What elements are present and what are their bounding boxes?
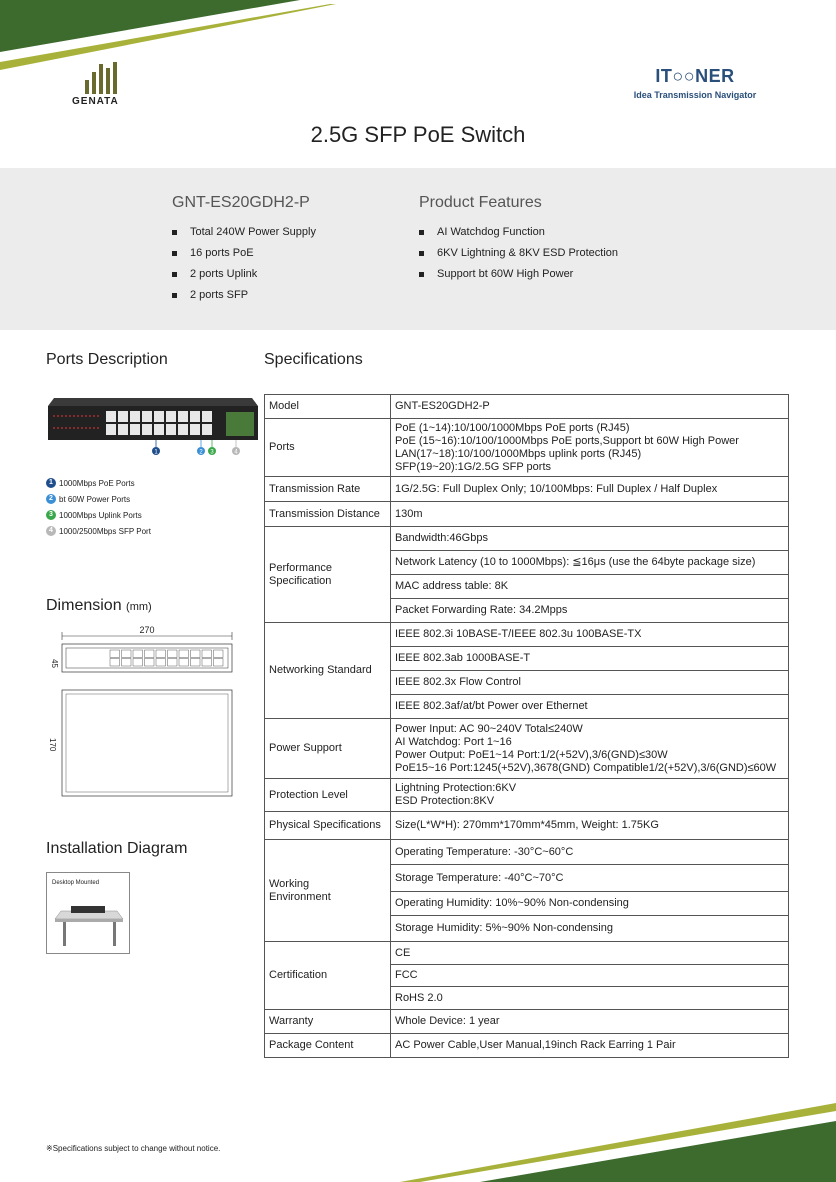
model-bullet-list bbox=[172, 222, 316, 306]
installation-heading: Installation Diagram bbox=[46, 840, 188, 857]
spec-value: GNT-ES20GDH2-P bbox=[391, 395, 789, 419]
rj45-port-icon bbox=[106, 424, 116, 435]
svg-text:3: 3 bbox=[210, 449, 214, 456]
status-led-icon bbox=[73, 415, 75, 417]
table-row bbox=[265, 779, 789, 812]
legend-item: 3 1000Mbps Uplink Ports bbox=[46, 507, 151, 523]
spec-label: Networking Standard bbox=[265, 623, 391, 719]
table-row bbox=[265, 477, 789, 502]
feature-bullet-list bbox=[419, 222, 618, 285]
spec-value: Packet Forwarding Rate: 34.2Mpps bbox=[391, 599, 789, 623]
installation-label: Desktop Mounted bbox=[52, 880, 100, 886]
rj45-port-icon bbox=[178, 411, 188, 422]
svg-text:4: 4 bbox=[234, 449, 238, 456]
svg-text:1: 1 bbox=[154, 449, 158, 456]
status-led-icon bbox=[97, 415, 99, 417]
spec-value: IEEE 802.3i 10BASE-T/IEEE 802.3u 100BASE-TX bbox=[391, 623, 789, 647]
table-row bbox=[265, 1034, 789, 1058]
rj45-port-icon bbox=[133, 650, 143, 658]
legend-item: 1 1000Mbps PoE Ports bbox=[46, 475, 151, 491]
status-led-icon bbox=[93, 415, 95, 417]
legend-item: 4 1000/2500Mbps SFP Port bbox=[46, 523, 151, 539]
status-led-icon bbox=[57, 415, 59, 417]
status-led-icon bbox=[53, 427, 55, 429]
spec-label: Model bbox=[265, 395, 391, 419]
rj45-port-icon bbox=[190, 411, 200, 422]
spec-label: Transmission Distance bbox=[265, 502, 391, 527]
status-led-icon bbox=[61, 415, 63, 417]
table-row bbox=[265, 942, 789, 965]
table-row bbox=[265, 395, 789, 419]
rj45-port-icon bbox=[202, 424, 212, 435]
list-item: Total 240W Power Supply bbox=[172, 222, 316, 243]
footnote: ※Specifications subject to change without notice. bbox=[46, 1144, 221, 1153]
rj45-port-icon bbox=[166, 424, 176, 435]
rj45-port-icon bbox=[133, 659, 143, 667]
itooner-tagline: Idea Transmission Navigator bbox=[633, 90, 757, 100]
status-led-icon bbox=[81, 415, 83, 417]
legend-item: 2 bt 60W Power Ports bbox=[46, 491, 151, 507]
dimension-heading: Dimension (mm) bbox=[46, 597, 152, 614]
rj45-port-icon bbox=[202, 411, 212, 422]
spec-value: 1G/2.5G: Full Duplex Only; 10/100Mbps: Full Duplex / Half Duplex bbox=[391, 477, 789, 502]
rj45-port-icon bbox=[118, 411, 128, 422]
rj45-port-icon bbox=[145, 659, 155, 667]
rj45-port-icon bbox=[178, 424, 188, 435]
overview-band bbox=[0, 168, 836, 330]
spec-label: Physical Specifications bbox=[265, 812, 391, 840]
status-led-icon bbox=[57, 427, 59, 429]
rj45-port-icon bbox=[142, 424, 152, 435]
spec-value: Operating Humidity: 10%~90% Non-condensing bbox=[391, 892, 789, 916]
installation-diagram bbox=[46, 872, 130, 954]
rj45-port-icon bbox=[168, 650, 178, 658]
status-led-icon bbox=[81, 427, 83, 429]
spec-value: Bandwidth:46Gbps bbox=[391, 527, 789, 551]
status-led-icon bbox=[69, 427, 71, 429]
table-row bbox=[265, 419, 789, 477]
status-led-icon bbox=[89, 415, 91, 417]
specifications-heading: Specifications bbox=[264, 351, 363, 368]
status-led-icon bbox=[77, 427, 79, 429]
spec-value: Lightning Protection:6KV ESD Protection:8KV bbox=[391, 779, 789, 812]
status-led-icon bbox=[85, 427, 87, 429]
rj45-port-icon bbox=[190, 424, 200, 435]
list-item: Support bt 60W High Power bbox=[419, 264, 618, 285]
itooner-wordmark: IT○○NER bbox=[655, 66, 735, 86]
rj45-port-icon bbox=[166, 411, 176, 422]
rj45-port-icon bbox=[106, 411, 116, 422]
spec-value: Storage Humidity: 5%~90% Non-condensing bbox=[391, 916, 789, 942]
table-row bbox=[265, 840, 789, 865]
dimension-drawing bbox=[46, 622, 246, 802]
svg-text:2: 2 bbox=[199, 449, 203, 456]
spec-value: IEEE 802.3af/at/bt Power over Ethernet bbox=[391, 695, 789, 719]
rj45-port-icon bbox=[191, 650, 201, 658]
rj45-port-icon bbox=[122, 659, 132, 667]
list-item: AI Watchdog Function bbox=[419, 222, 618, 243]
rj45-port-icon bbox=[179, 659, 189, 667]
rj45-port-icon bbox=[202, 650, 212, 658]
specifications-table bbox=[264, 394, 789, 1058]
status-led-icon bbox=[97, 427, 99, 429]
rj45-port-icon bbox=[110, 659, 120, 667]
rj45-port-icon bbox=[214, 659, 224, 667]
status-led-icon bbox=[77, 415, 79, 417]
spec-value: Whole Device: 1 year bbox=[391, 1010, 789, 1034]
spec-value: Power Input: AC 90~240V Total≤240W AI Watchdog: Port 1~16 Power Output: PoE1~14 Port:1/2(+52V),3/6(GND)≤30W PoE15~16 Port:1245(+52V),3678(GND) Compatible1/2(+52V),3/6(GND)≤60W bbox=[391, 719, 789, 779]
status-led-icon bbox=[53, 415, 55, 417]
spec-value: AC Power Cable,User Manual,19inch Rack Earring 1 Pair bbox=[391, 1034, 789, 1058]
rj45-port-icon bbox=[156, 659, 166, 667]
rj45-port-icon bbox=[142, 411, 152, 422]
status-led-icon bbox=[65, 427, 67, 429]
rj45-port-icon bbox=[191, 659, 201, 667]
spec-value: Storage Temperature: -40°C~70°C bbox=[391, 865, 789, 892]
spec-value: IEEE 802.3ab 1000BASE-T bbox=[391, 647, 789, 671]
status-led-icon bbox=[65, 415, 67, 417]
ports-legend bbox=[46, 475, 151, 539]
status-led-icon bbox=[93, 427, 95, 429]
spec-value: Size(L*W*H): 270mm*170mm*45mm, Weight: 1.75KG bbox=[391, 812, 789, 840]
genata-logo bbox=[72, 62, 132, 107]
table-row bbox=[265, 719, 789, 779]
rj45-port-icon bbox=[168, 659, 178, 667]
rj45-port-icon bbox=[118, 424, 128, 435]
rj45-port-icon bbox=[154, 424, 164, 435]
dimension-height-label: 45 bbox=[50, 659, 59, 668]
genata-wordmark: GENATA bbox=[72, 96, 119, 107]
rj45-port-icon bbox=[154, 411, 164, 422]
rj45-port-icon bbox=[156, 650, 166, 658]
spec-label: Working Environment bbox=[265, 840, 391, 942]
rj45-port-icon bbox=[110, 650, 120, 658]
page-title: 2.5G SFP PoE Switch bbox=[310, 122, 526, 147]
table-row bbox=[265, 812, 789, 840]
switch-front-image bbox=[46, 396, 260, 456]
rj45-port-icon bbox=[130, 424, 140, 435]
spec-value: PoE (1~14):10/100/1000Mbps PoE ports (RJ45) PoE (15~16):10/100/1000Mbps PoE ports,Support bt 60W High Power LAN(17~18):10/100/1000Mbps uplink ports (RJ45) SFP(19~20):1G/2.5G SFP ports bbox=[391, 419, 789, 477]
rj45-port-icon bbox=[122, 650, 132, 658]
model-heading: GNT-ES20GDH2-P bbox=[172, 194, 310, 211]
rj45-port-icon bbox=[179, 650, 189, 658]
spec-value: 130m bbox=[391, 502, 789, 527]
spec-label: Performance Specification bbox=[265, 527, 391, 623]
spec-value: Operating Temperature: -30°C~60°C bbox=[391, 840, 789, 865]
list-item: 6KV Lightning & 8KV ESD Protection bbox=[419, 243, 618, 264]
footer-decoration bbox=[0, 1095, 836, 1182]
table-row bbox=[265, 527, 789, 551]
spec-label: Transmission Rate bbox=[265, 477, 391, 502]
spec-label: Ports bbox=[265, 419, 391, 477]
ports-heading: Ports Description bbox=[46, 351, 168, 368]
spec-value: IEEE 802.3x Flow Control bbox=[391, 671, 789, 695]
spec-label: Package Content bbox=[265, 1034, 391, 1058]
status-led-icon bbox=[85, 415, 87, 417]
status-led-icon bbox=[69, 415, 71, 417]
spec-label: Protection Level bbox=[265, 779, 391, 812]
rj45-port-icon bbox=[145, 650, 155, 658]
spec-value: Network Latency (10 to 1000Mbps): ≦16μs (use the 64byte package size) bbox=[391, 551, 789, 575]
genata-mark-icon bbox=[85, 62, 132, 94]
spec-label: Power Support bbox=[265, 719, 391, 779]
spec-label: Certification bbox=[265, 942, 391, 1010]
spec-label: Warranty bbox=[265, 1010, 391, 1034]
dimension-width-label: 270 bbox=[139, 625, 155, 635]
list-item: 2 ports Uplink bbox=[172, 264, 316, 285]
table-row bbox=[265, 623, 789, 647]
dimension-depth-label: 170 bbox=[48, 738, 57, 752]
rj45-port-icon bbox=[130, 411, 140, 422]
spec-value: MAC address table: 8K bbox=[391, 575, 789, 599]
desktop-mount-icon bbox=[53, 899, 125, 949]
rj45-port-icon bbox=[202, 659, 212, 667]
itooner-logo bbox=[600, 66, 790, 100]
status-led-icon bbox=[73, 427, 75, 429]
list-item: 16 ports PoE bbox=[172, 243, 316, 264]
list-item: 2 ports SFP bbox=[172, 285, 316, 306]
table-row bbox=[265, 502, 789, 527]
spec-value: RoHS 2.0 bbox=[391, 987, 789, 1010]
spec-value: CE bbox=[391, 942, 789, 965]
status-led-icon bbox=[89, 427, 91, 429]
status-led-icon bbox=[61, 427, 63, 429]
features-heading: Product Features bbox=[419, 194, 542, 211]
rj45-port-icon bbox=[214, 650, 224, 658]
spec-value: FCC bbox=[391, 965, 789, 987]
table-row bbox=[265, 1010, 789, 1034]
